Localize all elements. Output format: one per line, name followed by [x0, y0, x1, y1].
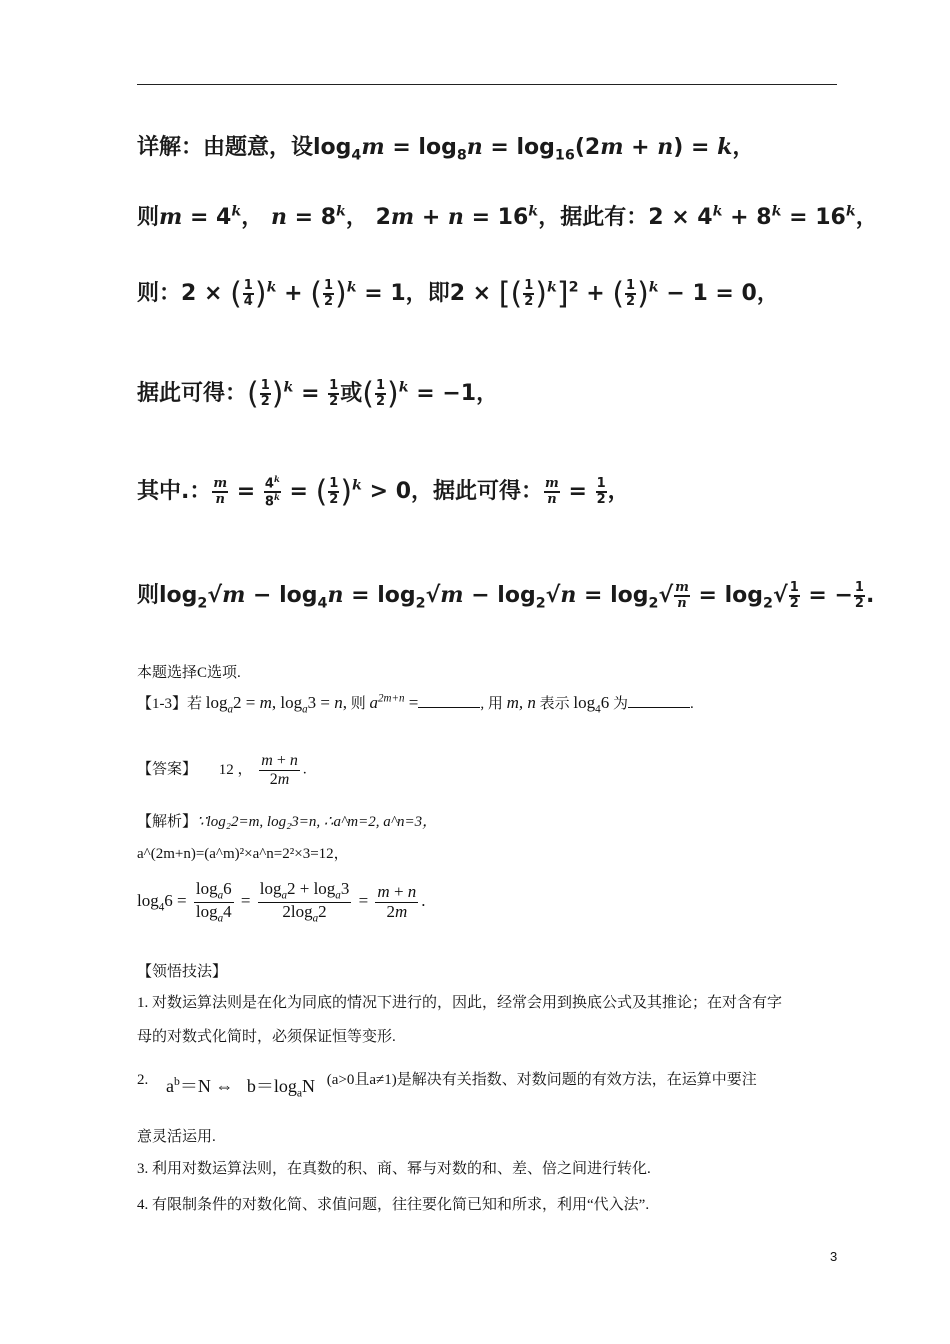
analysis-tag: 【解析】: [137, 814, 198, 830]
solution-line-4: [137, 376, 498, 412]
answer-tag: 【答案】: [137, 761, 198, 778]
answer-value-2: $\frac{m + n}{2m}$: [261, 752, 298, 788]
problem-1-3: 【1-3】若 $\log_a2 = m$, $\log_a3 = n$, 则 $a^{2m+n}$ = , 用 m, n 表示 $\log_46$ 为 .: [137, 692, 694, 716]
solution-line-2-math-b: $2 \times 4^k + 8^k = 16^k$，: [648, 203, 878, 230]
answer-value-1: 12: [218, 761, 234, 778]
technique-1a: 1. 对数运算法则是在化为同底的情况下进行的，因此，经常会用到换底公式及其推论；在对含有字: [137, 995, 783, 1011]
problem-if-word: 若: [187, 696, 203, 712]
analysis-line-2: a^(2m+n)=(a^m)²×a^n=2²×3=12，: [137, 846, 349, 862]
problem-target: $\log_46$: [573, 693, 610, 716]
analysis-line-3: $\log_46$ = $\frac{\log_a6}{\log_a4}$ = $\frac{\log_a2 + \log_a3}{2\log_a2}$ = $\frac{m + n}{2m}$ .: [137, 879, 426, 924]
solution-line-2: [137, 200, 878, 231]
solution-line-3: [137, 276, 779, 312]
answer-separator: ，: [237, 761, 253, 778]
technique-2-formula: $a^b=N$ ⇔ $b=\log_aN$: [166, 1075, 316, 1100]
solution-line-1-prefix: 详解：由题意，设: [137, 135, 314, 160]
analysis-line-1-text: ∵log₂2=m, log₂3=n, ∴a^m=2, a^n=3，: [197, 814, 438, 830]
solution-line-3-prefix: 则：: [137, 281, 182, 306]
solution-line-6: [137, 578, 874, 611]
solution-line-4-math-a: ( $\frac{1}{2}$ )$^k$ = $\frac{1}{2}$: [247, 376, 339, 412]
solution-line-5: [137, 474, 630, 510]
answer-line: 【答案】 12 ， $\frac{m + n}{2m}$ .: [137, 752, 307, 788]
solution-line-2-math-a: $m = 4^k$， $n = 8^k$， $2m + n = 16^k$，: [159, 203, 561, 230]
answer-blank-2: [628, 707, 690, 708]
technique-2-number: 2.: [137, 1072, 149, 1088]
solution-line-4-math-b: ( $\frac{1}{2}$ )$^k$ = −1，: [362, 376, 499, 412]
technique-3: 3. 利用对数运算法则，在真数的积、商、幂与对数的和、差、倍之间进行转化.: [137, 1161, 651, 1177]
problem-then-word: 则: [350, 696, 366, 712]
solution-line-4-or: 或: [340, 381, 363, 406]
problem-condition: $\log_a2 = m$, $\log_a3 = n$,: [205, 693, 348, 716]
technique-2: [137, 1064, 757, 1100]
solution-line-5-math-b: $\frac{m}{n}$ = $\frac{1}{2}$ ，: [545, 476, 630, 507]
solution-line-5-prefix: 其中.：: [137, 479, 212, 504]
solution-line-3-mid: 即: [427, 281, 450, 306]
solution-line-2-mid: 据此有：: [560, 205, 649, 230]
solution-line-5-math-a: $\frac{m}{n}$ = $\frac{4^k}{8^k}$ = ( $\frac{1}{2}$ )$^k$ > 0，: [213, 474, 434, 510]
technique-1b: 母的对数式化简时，必须保证恒等变形.: [137, 1029, 396, 1045]
solution-line-3-math-b: 2 × [( $\frac{1}{2}$ )$^k$]$^2$ + ( $\frac{1}{2}$ )$^k$ − 1 = 0，: [449, 276, 779, 312]
page-number: 3: [830, 1249, 838, 1264]
techniques-heading: 【领悟技法】: [137, 964, 228, 980]
solution-line-6-prefix: 则: [137, 583, 160, 608]
problem-tag: 【1-3】: [137, 696, 187, 712]
header-rule: [137, 84, 837, 85]
problem-use-word: 用: [487, 696, 503, 712]
problem-express-word: 表示: [539, 696, 570, 712]
solution-line-4-prefix: 据此可得：: [137, 381, 248, 406]
problem-as-word: 为: [612, 696, 628, 712]
solution-line-5-mid: 据此可得：: [433, 479, 544, 504]
solution-line-1: [137, 130, 754, 163]
problem-expression: $a^{2m+n}$ =: [369, 692, 419, 712]
technique-2-condition: (a>0且a≠1)是解决有关指数、对数问题的有效方法，在运算中要注: [326, 1072, 757, 1088]
solution-line-1-math: $\log_4m = \log_8n = \log_{16}(2m + n) = k$，: [313, 134, 755, 164]
problem-variables: m, n: [506, 693, 536, 712]
analysis-line-1: [137, 810, 437, 831]
conclusion-text: 本题选择C选项.: [137, 665, 241, 681]
technique-4: 4. 有限制条件的对数化简、求值问题，往往要化简已知和所求，利用“代入法”.: [137, 1197, 650, 1213]
solution-line-2-prefix: 则: [137, 205, 160, 230]
answer-blank-1: [418, 707, 480, 708]
solution-line-6-math: $\log_2√m - \log_4n = \log_2√m - \log_2√n = \log_2√$ $\frac{m}{n}$ = $\log_2√$ $\frac{1}{2}$ = − $\frac{1}{2}$ .: [159, 580, 875, 612]
technique-2b: 意灵活运用.: [137, 1129, 216, 1145]
solution-line-3-math-a: 2 × ( $\frac{1}{4}$ )$^k$ + ( $\frac{1}{2}$ )$^k$ = 1，: [181, 276, 428, 312]
